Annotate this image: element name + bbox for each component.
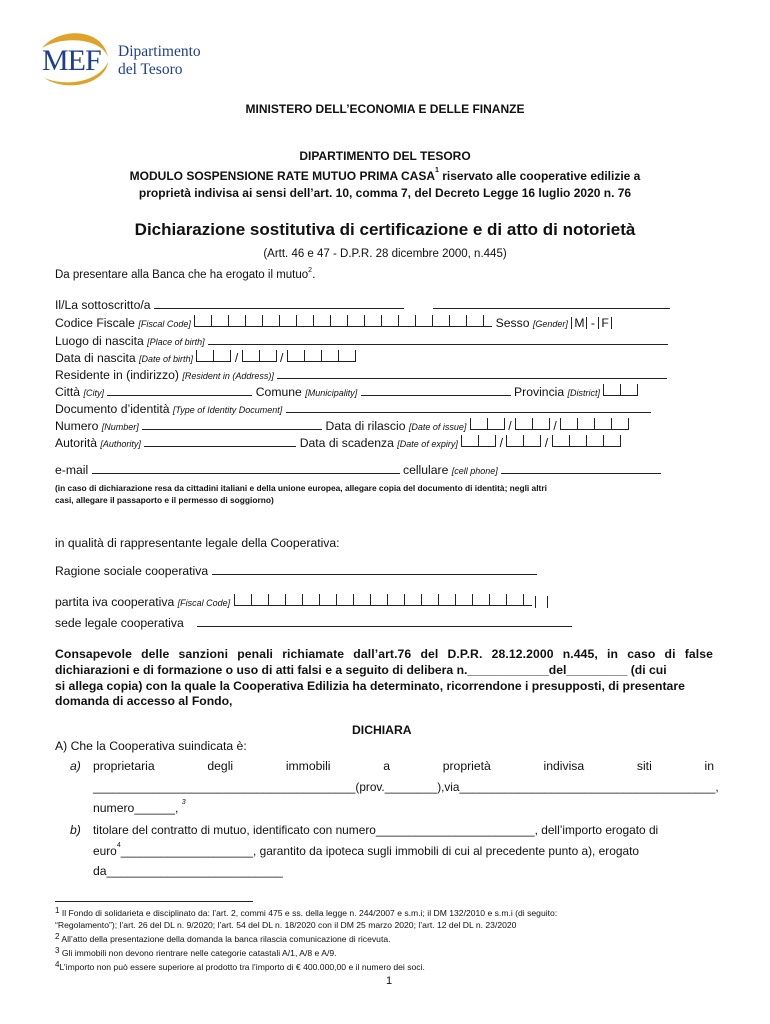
- footnote-divider: [55, 901, 253, 902]
- module-line2: proprietà indivisa ai sensi dell’art. 10, comma 7, del Decreto Legge 16 luglio 2020 n. 76: [138, 186, 632, 200]
- ministry-heading: MINISTERO DELL’ECONOMIA E DELLE FINANZE: [245, 102, 525, 116]
- logo-mark: MEF: [42, 44, 101, 77]
- ragione-row: Ragione sociale cooperativa: [55, 563, 537, 578]
- sottoscritto-field-2[interactable]: [433, 297, 670, 309]
- data-scadenza-day[interactable]: [461, 435, 496, 447]
- data-rilascio-year[interactable]: [560, 418, 629, 430]
- partita-extra-box[interactable]: [535, 596, 548, 608]
- data-rilascio-day[interactable]: [470, 418, 505, 430]
- dichiara-a-intro: A) Che la Cooperativa suindicata è:: [55, 739, 247, 753]
- data-rilascio-month[interactable]: [515, 418, 550, 430]
- luogo-nascita-row: Luogo di nascita [Place of birth]: [55, 333, 668, 348]
- citta-row: Città [City] Comune [Municipality] Provincia [District]: [55, 384, 638, 399]
- dichiara-heading: DICHIARA: [352, 723, 412, 737]
- logo-line1: Dipartimento: [118, 43, 201, 60]
- footnote-2: $^2$ All’atto della presentazione della domanda la banca rilascia comunicazione di ricevuta.: [55, 932, 391, 944]
- item-a-label: a): [70, 759, 81, 773]
- data-nascita-row: Data di nascita [Date of birth] / /: [55, 350, 356, 365]
- department-heading: DIPARTIMENTO DEL TESORO: [299, 149, 471, 163]
- sede-row: sede legale cooperativa: [55, 615, 572, 630]
- data-nascita-year[interactable]: [287, 350, 356, 362]
- email-row: e-mail cellulare [cell phone]: [55, 462, 661, 477]
- partita-field[interactable]: [234, 594, 532, 606]
- item-b-label: b): [70, 823, 81, 837]
- email-field[interactable]: [92, 462, 400, 474]
- sottoscritto-field[interactable]: [154, 297, 404, 309]
- residente-row: Residente in (indirizzo) [Resident in (Address)]: [55, 367, 667, 382]
- item-a-line2[interactable]: ________________________________________(prov.________),via_______________________________________,: [93, 780, 719, 794]
- cellulare-field[interactable]: [501, 462, 661, 474]
- consapevole-line2: dichiarazioni e di formazione o uso di atti falsi e a seguito di delibera n.____________del_________ (di cui: [55, 663, 667, 677]
- data-nascita-day[interactable]: [196, 350, 231, 362]
- item-b-line2[interactable]: euro$^4$____________________, garantito da ipoteca sugli immobili di cui al precedente punto a), erogato: [93, 842, 639, 858]
- numero-field[interactable]: [142, 418, 322, 430]
- sesso-f-box[interactable]: F: [598, 317, 611, 329]
- document-note-line2: casi, allegare il passaporto e il permesso di soggiorno): [55, 495, 274, 505]
- document-note-line1: (in caso di dichiarazione resa da cittadini italiani e della unione europea, allegare copia del documento di identità; negli altri: [55, 483, 547, 493]
- mef-logo: [30, 30, 200, 90]
- luogo-nascita-field[interactable]: [208, 333, 668, 345]
- module-line1: MODULO SOSPENSIONE RATE MUTUO PRIMA CASA$^1$ riservato alle cooperative edilizie a: [129, 167, 641, 183]
- item-b-line1[interactable]: titolare del contratto di mutuo, identificato con numero________________________, dell’importo erogato di: [93, 823, 659, 837]
- data-scadenza-month[interactable]: [506, 435, 541, 447]
- document-subtitle: (Artt. 46 e 47 - D.P.R. 28 dicembre 2000, n.445): [263, 248, 507, 260]
- partita-row: partita iva cooperativa [Fiscal Code]: [55, 594, 548, 609]
- data-nascita-month[interactable]: [242, 350, 277, 362]
- document-title: Dichiarazione sostitutiva di certificazione e di atto di notorietà: [134, 220, 636, 239]
- item-b-line3[interactable]: da__________________________: [93, 864, 283, 878]
- autorita-field[interactable]: [144, 435, 296, 447]
- page-number: 1: [386, 975, 393, 987]
- footnote-3: $^3$ Gli immobili non devono rientrare nelle categorie catastali A/1, A/8 e A/9.: [55, 946, 337, 958]
- ragione-field[interactable]: [212, 563, 537, 575]
- documento-row: Documento d’identità [Type of Identity Document]: [55, 401, 651, 416]
- present-note: Da presentare alla Banca che ha erogato il mutuo$^2$.: [55, 267, 316, 281]
- footnote-1-cont: “Regolamento”); l’art. 26 del DL n. 9/2020; l’art. 54 del DL n. 18/2020 con il DM 25 marzo 2020; l’art. 12 del DL n. 23/2020: [55, 920, 517, 930]
- consapevole-line4: domanda di accesso al Fondo,: [55, 694, 233, 708]
- sesso-m-box[interactable]: M: [571, 317, 587, 329]
- numero-row: Numero [Number] Data di rilascio [Date of issue] / /: [55, 418, 629, 433]
- footnote-1: $^1$ Il Fondo di solidarieta e disciplinato da: l’art. 2, commi 475 e ss. della legge n. 244/2007 e s.m.i; il DM 132/2010 e s.m.i (di seguito:: [55, 906, 558, 918]
- data-scadenza-year[interactable]: [552, 435, 621, 447]
- residente-field[interactable]: [277, 367, 667, 379]
- comune-field[interactable]: [361, 384, 511, 396]
- codice-fiscale-field[interactable]: [194, 315, 492, 327]
- consapevole-line3: si allega copia) con la quale la Cooperativa Edilizia ha determinato, ricorrendone i presupposti, di presentare: [55, 679, 685, 693]
- sottoscritto-row: Il/La sottoscritto/a: [55, 297, 670, 312]
- item-a-line1: proprietaria degli immobili a proprietà indivisa siti in: [93, 759, 714, 773]
- codice-fiscale-row: Codice Fiscale [Fiscal Code] Sesso [Gender] M - F: [55, 315, 612, 330]
- sede-field[interactable]: [197, 615, 572, 627]
- documento-field[interactable]: [286, 401, 651, 413]
- consapevole-line1: Consapevole delle sanzioni penali richiamate dall’art.76 del D.P.R. 28.12.2000 n.445, in caso di false: [55, 647, 713, 661]
- qualita-text: in qualità di rappresentante legale della Cooperativa:: [55, 536, 340, 550]
- provincia-field[interactable]: [603, 384, 638, 396]
- logo-line2: del Tesoro: [118, 61, 183, 78]
- footnote-4: $^4$L’importo non può essere superiore al prodotto tra l’importo di € 400.000,00 e il numero dei soci.: [55, 960, 425, 972]
- item-a-line3[interactable]: numero______, $^3$: [93, 799, 186, 815]
- autorita-row: Autorità [Authority] Data di scadenza [Date of expiry] / /: [55, 435, 621, 450]
- citta-field[interactable]: [107, 384, 252, 396]
